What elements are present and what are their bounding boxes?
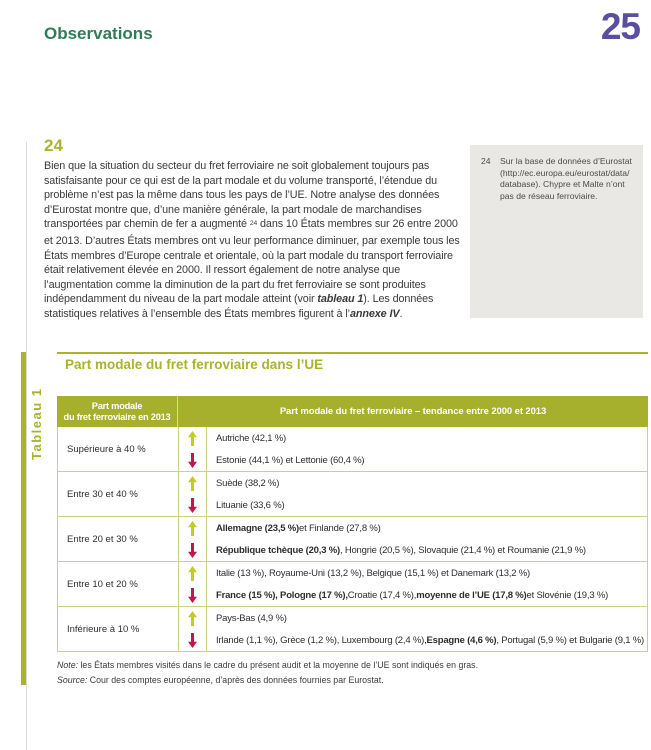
table-tab-label: Tableau 1 (29, 387, 44, 460)
down-countries-text: Estonie (44,1 %) et Lettonie (60,4 %) (216, 454, 365, 466)
footnote-text: Sur la base de données d’Eurostat (http://ec.europa.eu/eurostat/data/database). Chypre et Malte n’ont pas de réseau ferroviaire. (500, 156, 632, 201)
trend-up-entry (179, 562, 647, 584)
up-arrow-icon (179, 562, 207, 584)
down-arrow-icon (179, 449, 207, 471)
trend-down-entry (179, 539, 647, 561)
trend-down-entry (179, 629, 647, 651)
table-row (58, 517, 647, 562)
table-row (58, 427, 647, 472)
down-arrow-icon (179, 539, 207, 561)
row-range-label: Entre 30 et 40 % (58, 472, 179, 516)
table-title: Part modale du fret ferroviaire dans l’UE (65, 357, 324, 372)
down-countries-text: Lituanie (33,6 %) (216, 499, 285, 511)
up-arrow-icon (179, 427, 207, 449)
up-arrow-icon (179, 607, 207, 629)
trend-up-entry (179, 472, 647, 494)
table-header-col1 (57, 396, 178, 427)
trend-up-entry (179, 517, 647, 539)
row-range-label: Supérieure à 40 % (58, 427, 179, 471)
up-arrow-icon (179, 517, 207, 539)
down-countries-text: France (15 %), Pologne (17 %), Croatie (17,4 %), moyenne de l’UE (17,8 %) et Slovénie (19,3 %) (216, 589, 609, 601)
trend-down-entry (179, 584, 647, 606)
row-entries (179, 427, 647, 471)
up-countries-text: Allemagne (23,5 %) et Finlande (27,8 %) (216, 522, 381, 534)
table-top-rule (57, 352, 648, 354)
row-range-label: Inférieure à 10 % (58, 607, 179, 651)
table-row (58, 472, 647, 517)
trend-down-entry (179, 449, 647, 471)
trend-up-entry (179, 607, 647, 629)
row-range-label: Entre 10 et 20 % (58, 562, 179, 606)
down-countries-text: République tchèque (20,3 %) , Hongrie (20,5 %), Slovaquie (21,4 %) et Roumanie (21,9 %) (216, 544, 586, 556)
row-entries (179, 472, 647, 516)
footnote-box (470, 145, 643, 318)
row-entries (179, 562, 647, 606)
table-header-col2: Part modale du fret ferroviaire – tendance entre 2000 et 2013 (279, 406, 547, 417)
table-accent-bar (21, 352, 26, 685)
table-note: Note: les États membres visités dans le cadre du présent audit et la moyenne de l’UE sont indiqués en gras. (57, 660, 479, 670)
table-body (57, 427, 648, 652)
row-entries (179, 607, 647, 651)
footnote-number: 24 (481, 156, 491, 166)
down-arrow-icon (179, 494, 207, 516)
trend-up-entry (179, 427, 647, 449)
up-countries-text: Italie (13 %), Royaume-Uni (13,2 %), Belgique (15,1 %) et Danemark (13,2 %) (216, 567, 530, 579)
paragraph-number: 24 (44, 136, 63, 155)
table-source: Source: Cour des comptes européenne, d’après des données fournies par Eurostat. (57, 675, 384, 685)
table-header-col1-line2: du fret ferroviaire en 2013 (63, 411, 171, 422)
down-arrow-icon (179, 629, 207, 651)
down-countries-text: Irlande (1,1 %), Grèce (1,2 %), Luxembourg (2,4 %), Espagne (4,6 %) , Portugal (5,9 %) et Bulgarie (9,1 %) (216, 634, 645, 646)
table-header-col1-line1: Part modale (91, 400, 143, 411)
trend-down-entry (179, 494, 647, 516)
page-number: 25 (600, 6, 640, 47)
up-countries-text: Suède (38,2 %) (216, 477, 280, 489)
page-title: Observations (44, 24, 153, 43)
row-entries (179, 517, 647, 561)
modal-share-table (57, 396, 648, 652)
paragraph-text: Bien que la situation du secteur du fret ferroviaire ne soit globalement toujours pas satisfaisante pour ce qui est de la part modale et du volume transporté, l’étendue du problème n’est pas la même dans tous les pays de l’UE. Notre analyse des données d’Eurostat montre que, d’une manière générale, la part modale de marchandises transportées par chemin de fer a augmenté $^{24}$ dans 10 États membres sur 26 entre 2000 et 2013. D’autres États membres ont vu leur performance diminuer, par exemple tous les États membres d’Europe centrale et orientale, où la part modale du transport ferroviaire était relativement élevée en 2000. Il ressort également de notre analyse que l’augmentation comme la diminution de la part du fret ferroviaire se sont produites indépendamment du niveau de la part modale atteint (voir tableau 1). Les données statistiques relatives à l’ensemble des États membres figurent à l’annexe IV. (44, 160, 460, 320)
table-row (58, 607, 647, 652)
up-countries-text: Autriche (42,1 %) (216, 432, 286, 444)
table-row (58, 562, 647, 607)
margin-rule (26, 142, 27, 750)
up-arrow-icon (179, 472, 207, 494)
row-range-label: Entre 20 et 30 % (58, 517, 179, 561)
paragraph-24-block (44, 136, 460, 322)
down-arrow-icon (179, 584, 207, 606)
table-header-row (57, 396, 648, 427)
up-countries-text: Pays-Bas (4,9 %) (216, 612, 287, 624)
